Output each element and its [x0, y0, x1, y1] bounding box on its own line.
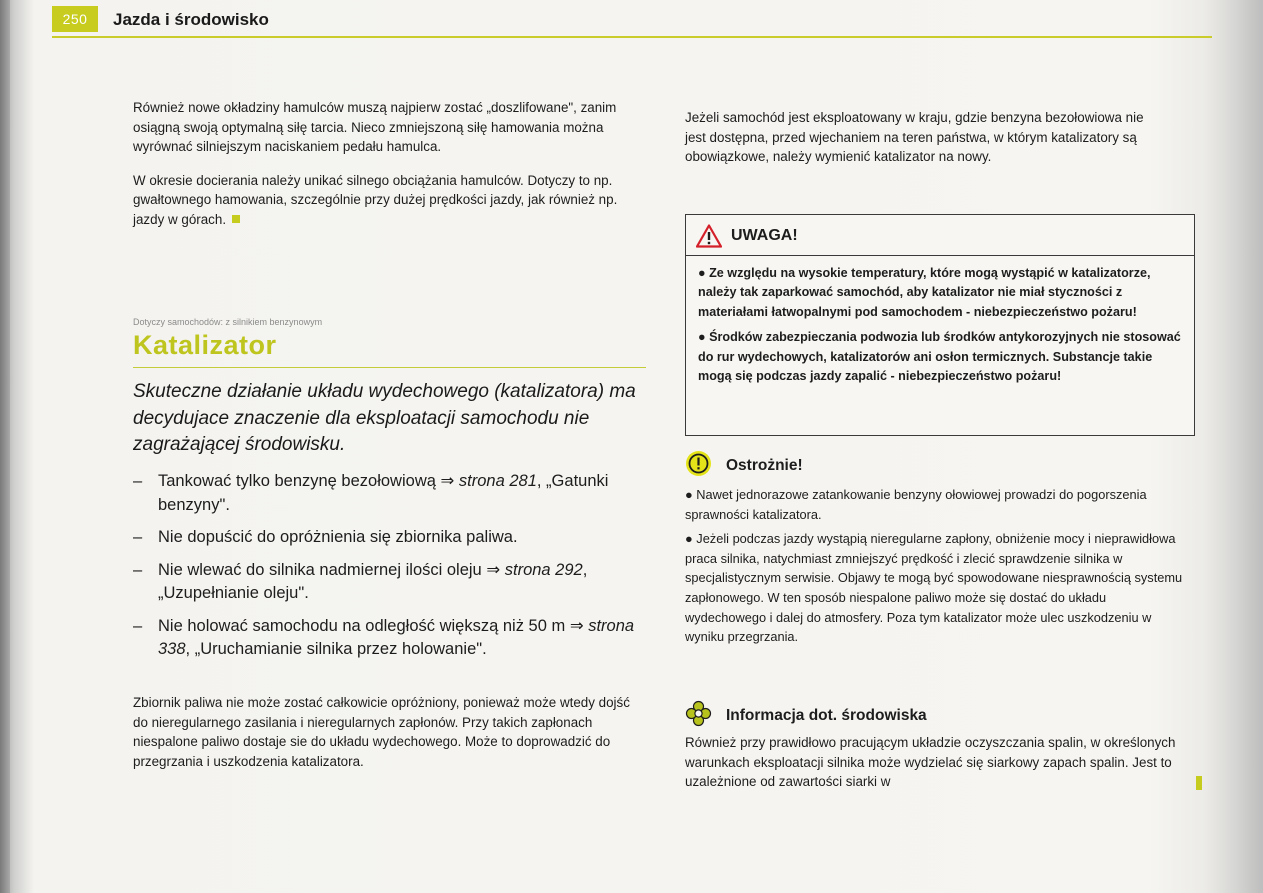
section-rule — [133, 367, 646, 368]
paragraph-brake-pads: Również nowe okładziny hamulców muszą najpierw zostać „doszlifowane", zanim osiągną swoją optymalną siłę tarcia. Nieco zmniejszoną siłę hamowania można wyrównać silniejszym naciskaniem pedału hamulca. — [133, 100, 617, 155]
warning-item: ● Ze względu na wysokie temperatury, które mogą wystąpić w katalizatorze, należy tak zaparkować samochód, aby katalizator nie miał styczności z materiałami łatwopalnymi pod samochodem - niebezpieczeństwo pożaru! — [698, 266, 1151, 319]
caution-item-text: Jeżeli podczas jazdy wystąpią nieregularne zapłony, obniżenie mocy i nieprawidłowa praca silnika, natychmiast zmniejszyć prędkość i zlecić sprawdzenie silnika w specjalistycznym serwisie. Objawy te mogą być spowodowane niesprawnością systemu zapłonowego. W ten sposób niespalone paliwo może się dostać do układu wydechowego i dalej do atmosfery. Poza tym katalizator może ulec uszkodzeniu w wyniku przegrzania. — [685, 531, 1183, 645]
caution-title: Ostrożnie! — [726, 457, 803, 474]
right-intro — [685, 108, 1165, 167]
environment-title: Informacja dot. środowiska — [726, 707, 927, 724]
paragraph-fuel-tank: Zbiornik paliwa nie może zostać całkowicie opróżniony, ponieważ może wtedy dojść do nieregularnego zasilania i nieregularnych zapłonów. Przy takich zapłonach niespalone paliwo dostaje sie do układu wydechowego. Może to doprowadzić do przegrzania i uszkodzenia katalizatora. — [133, 695, 630, 769]
instruction-text: Nie holować samochodu na odległość większą niż 50 m — [158, 616, 570, 635]
warning-body — [698, 264, 1186, 386]
caution-icon — [685, 450, 712, 477]
section-title: Katalizator — [133, 330, 277, 360]
environment-flower-icon — [685, 700, 712, 727]
caution-body — [685, 485, 1190, 647]
warning-triangle-icon — [696, 224, 722, 248]
page-reference-link[interactable]: ⇒ strona 338 — [158, 616, 635, 658]
warning-title: UWAGA! — [731, 227, 798, 244]
instruction-item — [133, 470, 653, 517]
instruction-item — [133, 526, 653, 550]
paragraph-run-in-text: W okresie docierania należy unikać silnego obciążania hamulców. Dotyczy to np. gwałtownego hamowania, szczególnie przy dużej prędkości jazdy, jak również np. jazdy w górach. — [133, 172, 618, 227]
paragraph-catalyst-replacement: Jeżeli samochód jest eksploatowany w kraju, gdzie benzyna bezołowiowa nie jest dostępna, przed wjechaniem na teren państwa, w którym katalizatory są obowiązkowe, należy wymienić katalizator na nowy. — [685, 110, 1144, 165]
caution-item: ● Nawet jednorazowe zatankowanie benzyny ołowiowej prowadzi do pogorszenia sprawności katalizatora. — [685, 487, 1147, 522]
chapter-title: Jazda i środowisko — [113, 10, 269, 29]
dash-marker: – — [133, 472, 143, 490]
caution-item-text: Nawet jednorazowe zatankowanie benzyny ołowiowej prowadzi do pogorszenia sprawności katalizatora. — [685, 487, 1147, 522]
instruction-text: Nie dopuścić do opróżnienia się zbiornika paliwa. — [158, 528, 518, 546]
instruction-text: Tankować tylko benzynę bezołowiową — [158, 472, 441, 490]
continue-marker — [1196, 776, 1202, 790]
instruction-item — [133, 615, 653, 662]
warning-box — [685, 214, 1195, 436]
warning-item: ● Środków zabezpieczania podwozia lub środków antykorozyjnych nie stosować do rur wydechowych, katalizatorów ani osłon termicznych. Substancje takie mogą się podczas jazdy zapalić - niebezpieczeństwo pożaru! — [698, 330, 1181, 384]
environment-text: Również przy prawidłowo pracującym układzie oczyszczania spalin, w określonych warunkach eksploatacji silnika może wydzielać się siarkowy zapach spalin. Jest to uzależnione od zawartości siarki w — [685, 735, 1176, 790]
section-lead: Skuteczne działanie układu wydechowego (katalizatora) ma decydujace znaczenie dla eksploatacji samochodu nie zagrażającej środowisku. — [133, 381, 636, 455]
paragraph-run-in — [133, 171, 638, 230]
book-spine — [0, 0, 10, 893]
page-reference-link[interactable]: ⇒ strona 281 — [440, 472, 537, 490]
instruction-list — [133, 470, 653, 671]
end-of-section-marker — [232, 215, 240, 223]
caution-item: ● Jeżeli podczas jazdy wystąpią nieregularne zapłony, obniżenie mocy i nieprawidłowa praca silnika, natychmiast zmniejszyć prędkość i zlecić sprawdzenie silnika w specjalistycznym serwisie. Objawy te mogą być spowodowane niesprawnością systemu zapłonowego. W ten sposób niespalone paliwo może się dostać do układu wydechowego i dalej do atmosfery. Poza tym katalizator może ulec uszkodzeniu w wyniku przegrzania. — [685, 531, 1183, 645]
instruction-suffix: , „Uzupełnianie oleju". — [158, 560, 588, 602]
warning-item-text: Środków zabezpieczania podwozia lub środków antykorozyjnych nie stosować do rur wydechowych, katalizatorów ani osłon termicznych. Substancje takie mogą się podczas jazdy zapalić - niebezpieczeństwo pożaru! — [698, 330, 1181, 384]
instruction-suffix: , „Gatunki benzyny". — [158, 472, 609, 514]
warning-header — [686, 215, 1194, 256]
warning-item-text: Ze względu na wysokie temperatury, które mogą wystąpić w katalizatorze, należy tak zaparkować samochód, aby katalizator nie miał styczności z materiałami łatwopalnymi pod samochodem - niebezpieczeństwo pożaru! — [698, 266, 1151, 319]
fuel-tank-note — [133, 693, 638, 771]
environment-body — [685, 733, 1190, 792]
instruction-suffix: , „Uruchamianie silnika przez holowanie". — [185, 640, 487, 658]
dash-marker: – — [133, 616, 143, 635]
left-intro — [133, 98, 638, 230]
instruction-text: Nie wlewać do silnika nadmiernej ilości oleju — [158, 560, 487, 579]
applicability-note: Dotyczy samochodów: z silnikiem benzynowym — [133, 317, 323, 327]
header-rule — [52, 36, 1212, 38]
page-reference-link[interactable]: ⇒ strona 292 — [486, 560, 583, 579]
page-number: 250 — [52, 6, 98, 32]
dash-marker: – — [133, 560, 143, 579]
dash-marker: – — [133, 528, 143, 546]
instruction-item — [133, 559, 653, 606]
